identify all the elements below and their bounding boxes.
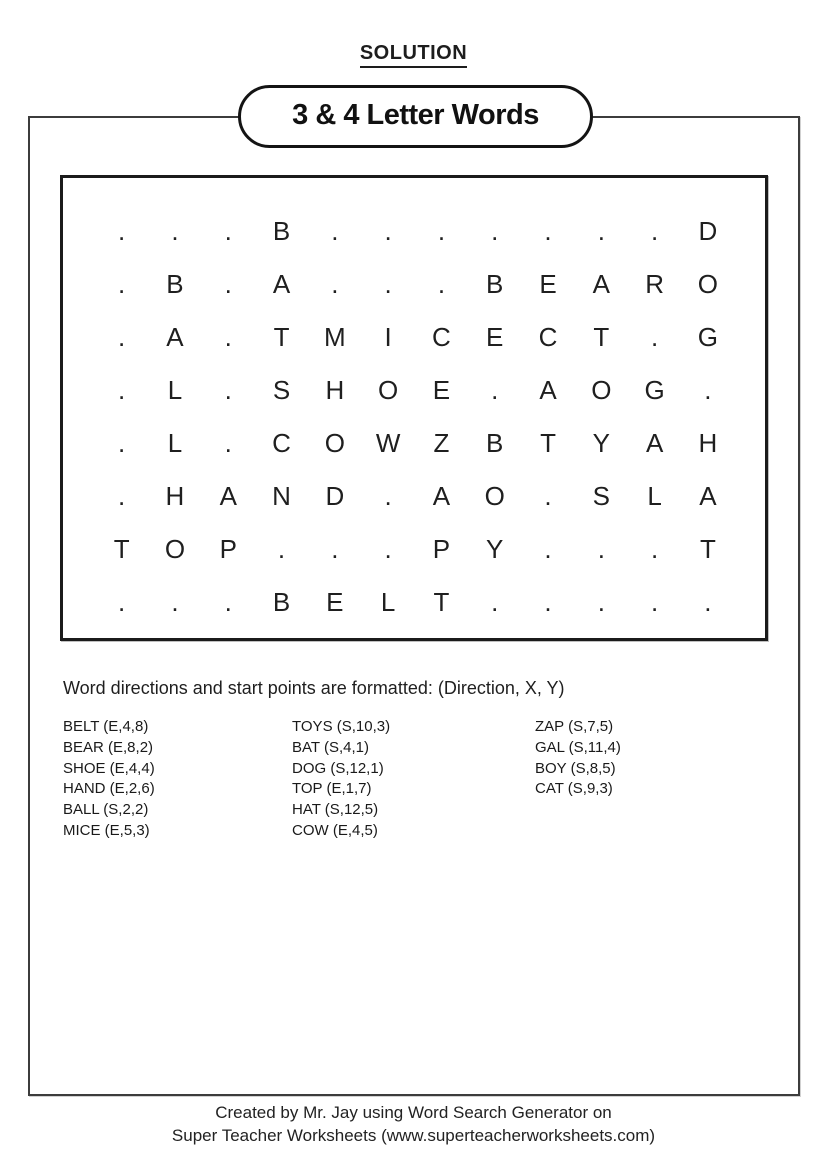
grid-cell-empty: . (331, 534, 339, 564)
grid-cell-empty: . (704, 587, 712, 617)
grid-cell-empty: . (118, 481, 126, 511)
footer-credit-line2: Super Teacher Worksheets (www.superteacherworksheets.com) (171, 1126, 656, 1145)
grid-cell-letter: H (165, 481, 185, 511)
grid-cell-letter: T (273, 322, 290, 352)
grid-cell-letter: L (647, 481, 662, 511)
grid-cell-empty: . (651, 587, 659, 617)
word-search-grid-box (60, 175, 768, 641)
word-search-grid (63, 178, 765, 629)
grid-cell-empty: . (224, 269, 232, 299)
grid-cell-letter: A (699, 481, 717, 511)
grid-cell-empty: . (491, 587, 499, 617)
grid-cell-letter: S (272, 375, 291, 405)
grid-cell-empty: . (118, 587, 126, 617)
grid-cell-letter: Z (433, 428, 450, 458)
solution-heading-wrap (0, 42, 827, 68)
word-entry: BELT (E,4,8) (63, 718, 149, 735)
puzzle-title: 3 & 4 Letter Words (292, 99, 539, 131)
grid-cell-letter: A (272, 269, 291, 299)
grid-cell-empty: . (544, 481, 552, 511)
grid-cell-empty: . (384, 481, 392, 511)
grid-cell-letter: O (378, 375, 399, 405)
grid-cell-letter: A (166, 322, 184, 352)
grid-cell-empty: . (224, 322, 232, 352)
grid-row (95, 523, 765, 576)
grid-cell-letter: E (486, 322, 504, 352)
grid-cell-letter: A (592, 269, 610, 299)
grid-cell-empty: . (224, 428, 232, 458)
grid-cell-empty: . (384, 534, 392, 564)
grid-cell-empty: . (544, 587, 552, 617)
grid-cell-letter: E (432, 375, 451, 405)
grid-cell-letter: A (645, 428, 664, 458)
grid-cell-empty: . (544, 534, 552, 564)
grid-cell-letter: E (539, 269, 557, 299)
grid-cell-letter: R (645, 269, 664, 299)
grid-cell-empty: . (491, 375, 499, 405)
grid-row (95, 470, 765, 523)
grid-cell-letter: T (699, 534, 716, 564)
grid-cell-letter: T (113, 534, 130, 564)
grid-cell-empty: . (384, 269, 392, 299)
grid-cell-letter: D (325, 481, 345, 511)
grid-cell-empty: . (651, 534, 659, 564)
grid-cell-letter: D (698, 216, 718, 246)
grid-cell-empty: . (651, 216, 659, 246)
grid-cell-letter: P (432, 534, 451, 564)
puzzle-title-pill (238, 85, 593, 148)
grid-cell-empty: . (544, 216, 552, 246)
grid-cell-letter: C (432, 322, 451, 352)
grid-cell-letter: C (538, 322, 558, 352)
grid-cell-empty: . (118, 269, 126, 299)
grid-cell-letter: O (697, 269, 719, 299)
grid-cell-empty: . (224, 216, 232, 246)
grid-cell-empty: . (224, 587, 232, 617)
grid-cell-letter: Y (486, 534, 504, 564)
grid-cell-empty: . (224, 375, 232, 405)
word-entry: CAT (S,9,3) (535, 780, 613, 798)
grid-row (95, 311, 765, 364)
grid-cell-letter: L (380, 587, 396, 617)
grid-cell-letter: C (272, 428, 291, 458)
grid-cell-empty: . (704, 375, 712, 405)
grid-cell-empty: . (651, 322, 659, 352)
grid-row (95, 205, 765, 258)
grid-cell-empty: . (118, 216, 126, 246)
grid-cell-letter: B (272, 587, 291, 617)
grid-cell-empty: . (331, 216, 339, 246)
grid-cell-letter: B (166, 269, 184, 299)
solution-heading: SOLUTION (360, 42, 467, 68)
grid-cell-letter: T (540, 428, 556, 458)
word-list-column-1 (63, 717, 155, 842)
word-entry: TOP (E,1,7) (292, 780, 372, 798)
grid-cell-letter: L (167, 428, 183, 458)
grid-cell-letter: S (592, 481, 610, 511)
grid-cell-letter: A (539, 375, 557, 405)
grid-cell-letter: T (593, 322, 610, 352)
word-list-column-3 (535, 717, 621, 800)
grid-row (95, 364, 765, 417)
word-entry: BEAR (E,8,2) (63, 738, 154, 756)
grid-cell-letter: L (167, 375, 183, 405)
footer-credit-line1: Created by Mr. Jay using Word Search Generator on (215, 1103, 612, 1122)
grid-cell-empty: . (384, 216, 392, 246)
word-entry: TOYS (S,10,3) (292, 718, 391, 735)
word-entry: DOG (S,12,1) (292, 759, 384, 777)
grid-cell-empty: . (331, 269, 339, 299)
footer-credit (0, 1101, 827, 1147)
word-entry: HAT (S,12,5) (292, 801, 379, 819)
grid-cell-letter: O (164, 534, 186, 564)
grid-row (95, 258, 765, 311)
grid-cell-empty: . (597, 534, 605, 564)
grid-cell-letter: A (219, 481, 237, 511)
grid-cell-letter: O (591, 375, 612, 405)
word-entry: SHOE (E,4,4) (63, 759, 155, 777)
grid-cell-letter: H (698, 428, 718, 458)
word-entry: BOY (S,8,5) (535, 759, 616, 777)
grid-cell-empty: . (118, 428, 126, 458)
grid-cell-letter: A (432, 481, 451, 511)
grid-cell-letter: H (325, 375, 345, 405)
grid-cell-empty: . (437, 216, 446, 246)
grid-cell-empty: . (597, 587, 605, 617)
word-entry: HAND (E,2,6) (63, 780, 155, 798)
word-entry: ZAP (S,7,5) (535, 718, 614, 735)
grid-cell-empty: . (118, 375, 126, 405)
grid-cell-empty: . (437, 269, 446, 299)
directions-note: Word directions and start points are formatted: (Direction, X, Y) (63, 678, 565, 698)
word-entry: GAL (S,11,4) (535, 738, 621, 756)
grid-cell-empty: . (277, 534, 286, 564)
word-entry: MICE (E,5,3) (63, 821, 150, 839)
grid-cell-letter: N (272, 481, 291, 511)
grid-cell-letter: P (219, 534, 237, 564)
word-entry: COW (E,4,5) (292, 821, 378, 839)
word-entry: BALL (S,2,2) (63, 801, 149, 819)
grid-row (95, 417, 765, 470)
grid-cell-letter: G (697, 322, 719, 352)
grid-cell-letter: O (484, 481, 505, 511)
word-entry: BAT (S,4,1) (292, 738, 369, 756)
word-list-column-2 (292, 717, 390, 842)
grid-row (95, 576, 765, 629)
grid-cell-empty: . (491, 216, 499, 246)
grid-cell-letter: G (644, 375, 665, 405)
grid-cell-letter: E (326, 587, 344, 617)
grid-cell-empty: . (597, 216, 605, 246)
grid-cell-empty: . (118, 322, 126, 352)
grid-cell-letter: B (486, 428, 504, 458)
grid-cell-letter: O (324, 428, 345, 458)
grid-cell-letter: Y (592, 428, 610, 458)
grid-cell-letter: W (375, 428, 401, 458)
grid-cell-empty: . (171, 216, 179, 246)
grid-cell-letter: M (324, 322, 346, 352)
grid-cell-empty: . (171, 587, 179, 617)
grid-cell-letter: I (384, 322, 392, 352)
grid-cell-letter: B (272, 216, 291, 246)
grid-cell-letter: T (433, 587, 450, 617)
grid-cell-letter: B (486, 269, 504, 299)
